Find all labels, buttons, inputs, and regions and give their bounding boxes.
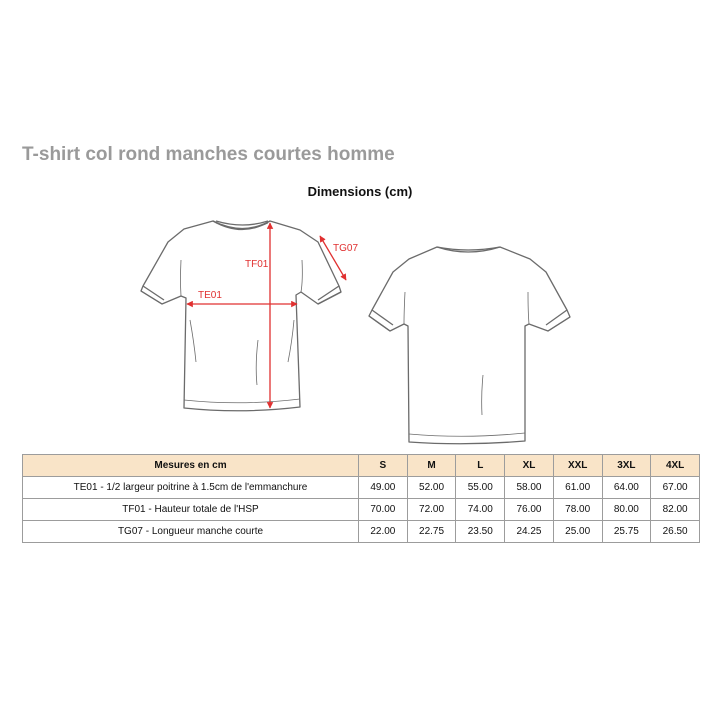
table-row: [23, 477, 700, 499]
row-label: TG07 - Longueur manche courte: [23, 521, 359, 543]
table-cell: 80.00: [602, 499, 651, 521]
table-cell: 23.50: [456, 521, 505, 543]
header-size: M: [407, 455, 456, 477]
table-row: [23, 499, 700, 521]
row-label: TE01 - 1/2 largeur poitrine à 1.5cm de l'emmanchure: [23, 477, 359, 499]
table-cell: 22.75: [407, 521, 456, 543]
table-cell: 76.00: [505, 499, 554, 521]
table-cell: 78.00: [553, 499, 602, 521]
header-measure-label: Mesures en cm: [23, 455, 359, 477]
tshirt-diagram: [0, 200, 720, 452]
te01-label: TE01: [198, 290, 222, 301]
table-header-row: [23, 455, 700, 477]
table-cell: 58.00: [505, 477, 554, 499]
table-cell: 82.00: [651, 499, 700, 521]
tg07-label: TG07: [333, 243, 359, 254]
table-cell: 49.00: [359, 477, 408, 499]
table-cell: 24.25: [505, 521, 554, 543]
header-size: S: [359, 455, 408, 477]
table-cell: 55.00: [456, 477, 505, 499]
table-cell: 61.00: [553, 477, 602, 499]
tshirt-illustrations: [0, 200, 720, 452]
table-cell: 52.00: [407, 477, 456, 499]
header-size: XXL: [553, 455, 602, 477]
header-size: XL: [505, 455, 554, 477]
table-cell: 67.00: [651, 477, 700, 499]
table-cell: 22.00: [359, 521, 408, 543]
table-cell: 25.75: [602, 521, 651, 543]
table-row: [23, 521, 700, 543]
table-cell: 70.00: [359, 499, 408, 521]
table-cell: 25.00: [553, 521, 602, 543]
tshirt-back-icon: [369, 247, 570, 444]
tf01-label: TF01: [245, 259, 269, 270]
header-size: 3XL: [602, 455, 651, 477]
tshirt-front-icon: [141, 221, 341, 411]
header-size: 4XL: [651, 455, 700, 477]
table-cell: 74.00: [456, 499, 505, 521]
table-cell: 72.00: [407, 499, 456, 521]
table-cell: 26.50: [651, 521, 700, 543]
row-label: TF01 - Hauteur totale de l'HSP: [23, 499, 359, 521]
header-size: L: [456, 455, 505, 477]
dimensions-subtitle: Dimensions (cm): [307, 184, 413, 199]
page-title: T-shirt col rond manches courtes homme: [22, 144, 395, 165]
size-chart-table: [22, 454, 700, 543]
table-cell: 64.00: [602, 477, 651, 499]
